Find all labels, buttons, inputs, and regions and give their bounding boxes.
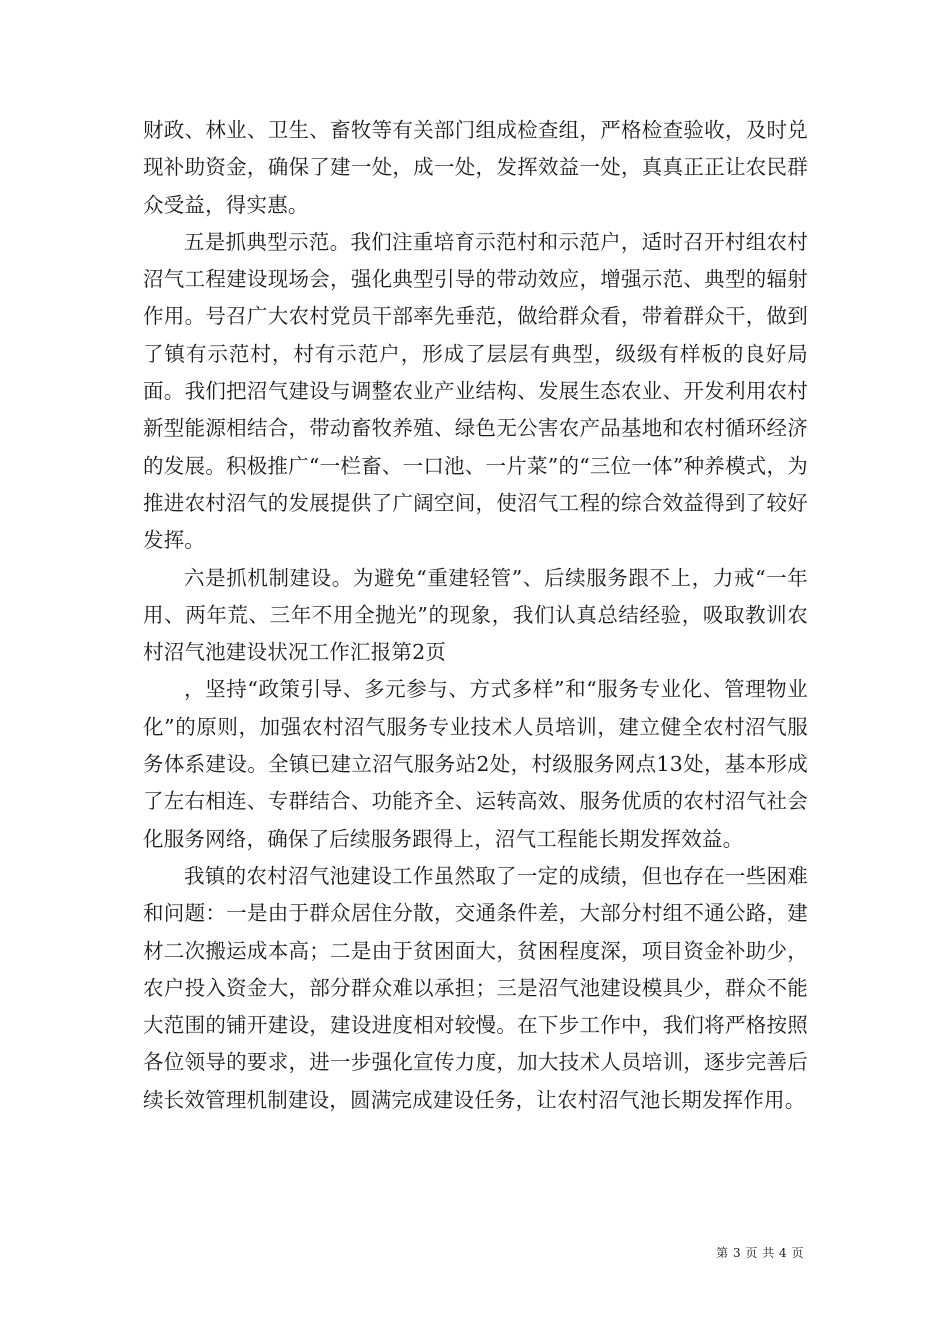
paragraph-mechanism-building: 六是抓机制建设。为避免“重建轻管”、后续服务跟不上，力戒“一年用、两年荒、三年不用全抛光”的现象，我们认真总结经验，吸取教训农村沼气池建设状况工作汇报第2页 [143, 565, 808, 665]
paragraph-problems-and-plans: 我镇的农村沼气池建设工作虽然取了一定的成绩，但也存在一些困难和问题：一是由于群众居住分散，交通条件差，大部分村组不通公路，建材二次搬运成本高；二是由于贫困面大，贫困程度深，项目资金补助少，农户投入资金大，部分群众难以承担；三是沼气池建设模具少，群众不能大范围的铺开建设，建设进度相对较慢。在下步工作中，我们将严格按照各位领导的要求，进一步强化宣传力度，加大技术人员培训，逐步完善后续长效管理机制建设，圆满完成建设任务，让农村沼气池长期发挥作用。 [143, 863, 808, 1112]
paragraph-continued: 财政、林业、卫生、畜牧等有关部门组成检查组，严格检查验收，及时兑现补助资金，确保了建一处，成一处，发挥效益一处，真真正正让农民群众受益，得实惠。 [143, 118, 808, 217]
paragraph-typical-demonstration: 五是抓典型示范。我们注重培育示范村和示范户，适时召开村组农村沼气工程建设现场会，强化典型引导的带动效应，增强示范、典型的辐射作用。号召广大农村党员干部率先垂范，做给群众看，带着群众干，做到了镇有示范村，村有示范户，形成了层层有典型，级级有样板的良好局面。我们把沼气建设与调整农业产业结构、发展生态农业、开发利用农村新型能源相结合，带动畜牧养殖、绿色无公害农产品基地和农村循环经济的发展。积极推广“一栏畜、一口池、一片菜”的“三位一体”种养模式，为推进农村沼气的发展提供了广阔空间，使沼气工程的综合效益得到了较好发挥。 [143, 229, 808, 553]
paragraph-service-system: ，坚持“政策引导、多元参与、方式多样”和“服务专业化、管理物业化”的原则，加强农村沼气服务专业技术人员培训，建立健全农村沼气服务体系建设。全镇已建立沼气服务站2处，村级服务网点13处，基本形成了左右相连、专群结合、功能齐全、运转高效、服务优质的农村沼气社会化服务网络，确保了后续服务跟得上，沼气工程能长期发挥效益。 [143, 677, 808, 851]
page-number-footer: 第 3 页 共 4 页 [716, 1246, 804, 1260]
document-body [143, 112, 808, 1119]
